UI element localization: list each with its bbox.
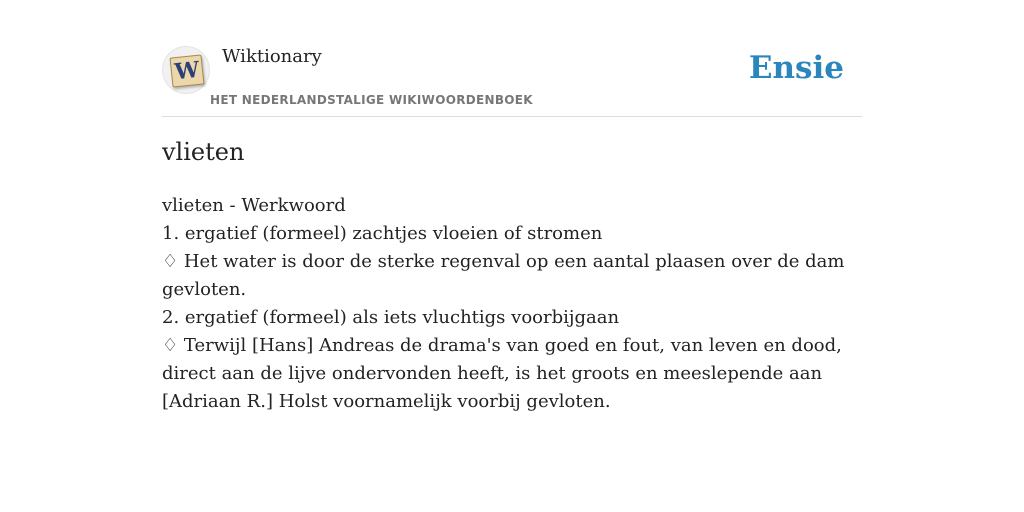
example-1: ♢ Het water is door de sterke regenval op een aantal plaasen over de dam gevloten. — [162, 251, 845, 300]
page-title: vlieten — [162, 138, 245, 166]
entry-content — [162, 192, 862, 416]
example-2: ♢ Terwijl [Hans] Andreas de drama's van goed en fout, van leven en dood, direct aan de lijve ondervonden heeft, is het groots en meeslepende aan [Adriaan R.] Holst voornamelijk voorbij gevloten. — [162, 335, 842, 412]
header — [162, 40, 862, 117]
wiktionary-logo[interactable] — [162, 46, 210, 94]
site-tagline: HET NEDERLANDSTALIGE WIKIWOORDENBOEK — [210, 93, 533, 107]
definition-2: 2. ergatief (formeel) als iets vluchtigs voorbijgaan — [162, 307, 620, 328]
ensie-logo[interactable]: Ensie — [748, 50, 844, 86]
site-name[interactable]: Wiktionary — [222, 46, 322, 67]
logo-tile-icon: W — [170, 54, 205, 87]
definition-1: 1. ergatief (formeel) zachtjes vloeien of stromen — [162, 223, 603, 244]
entry-heading: vlieten - Werkwoord — [162, 195, 346, 216]
